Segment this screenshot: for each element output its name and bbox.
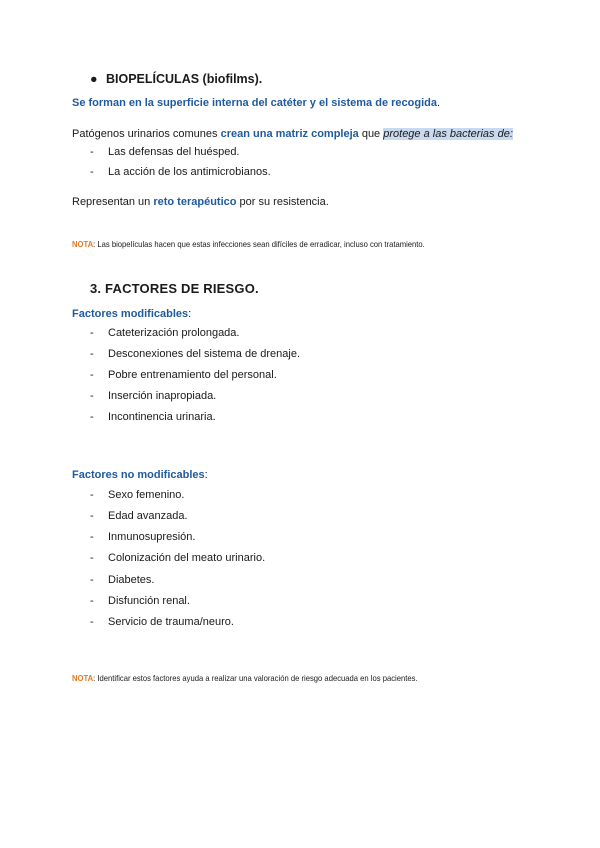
pathogen-line: Patógenos urinarios comunes crean una matriz compleja que protege a las bacterias de: bbox=[72, 128, 513, 140]
biofilm-heading bbox=[90, 72, 262, 86]
risk-factors-note: NOTA: Identificar estos factores ayuda a realizar una valoración de riesgo adecuada en los pacientes. bbox=[72, 673, 418, 683]
biofilm-note: NOTA: Las biopelículas hacen que estas infecciones sean difíciles de erradicar, incluso con tratamiento. bbox=[72, 239, 425, 249]
biofilm-location-line: Se forman en la superficie interna del catéter y el sistema de recogida. bbox=[72, 97, 441, 109]
nonmodifiable-factors-label: Factores no modificables: bbox=[72, 469, 208, 481]
therapeutic-challenge-line: Representan un reto terapéutico por su resistencia. bbox=[72, 196, 329, 208]
highlighted-text: protege a las bacterias de: bbox=[383, 128, 513, 140]
modifiable-factors-label: Factores modificables: bbox=[72, 308, 192, 320]
note-label: NOTA bbox=[72, 239, 94, 249]
biofilm-title: BIOPELÍCULAS (biofilms). bbox=[106, 72, 263, 86]
section-heading: 3. FACTORES DE RIESGO. bbox=[90, 281, 259, 296]
note-label: NOTA bbox=[72, 673, 94, 683]
bullet-icon: ● bbox=[90, 72, 98, 86]
